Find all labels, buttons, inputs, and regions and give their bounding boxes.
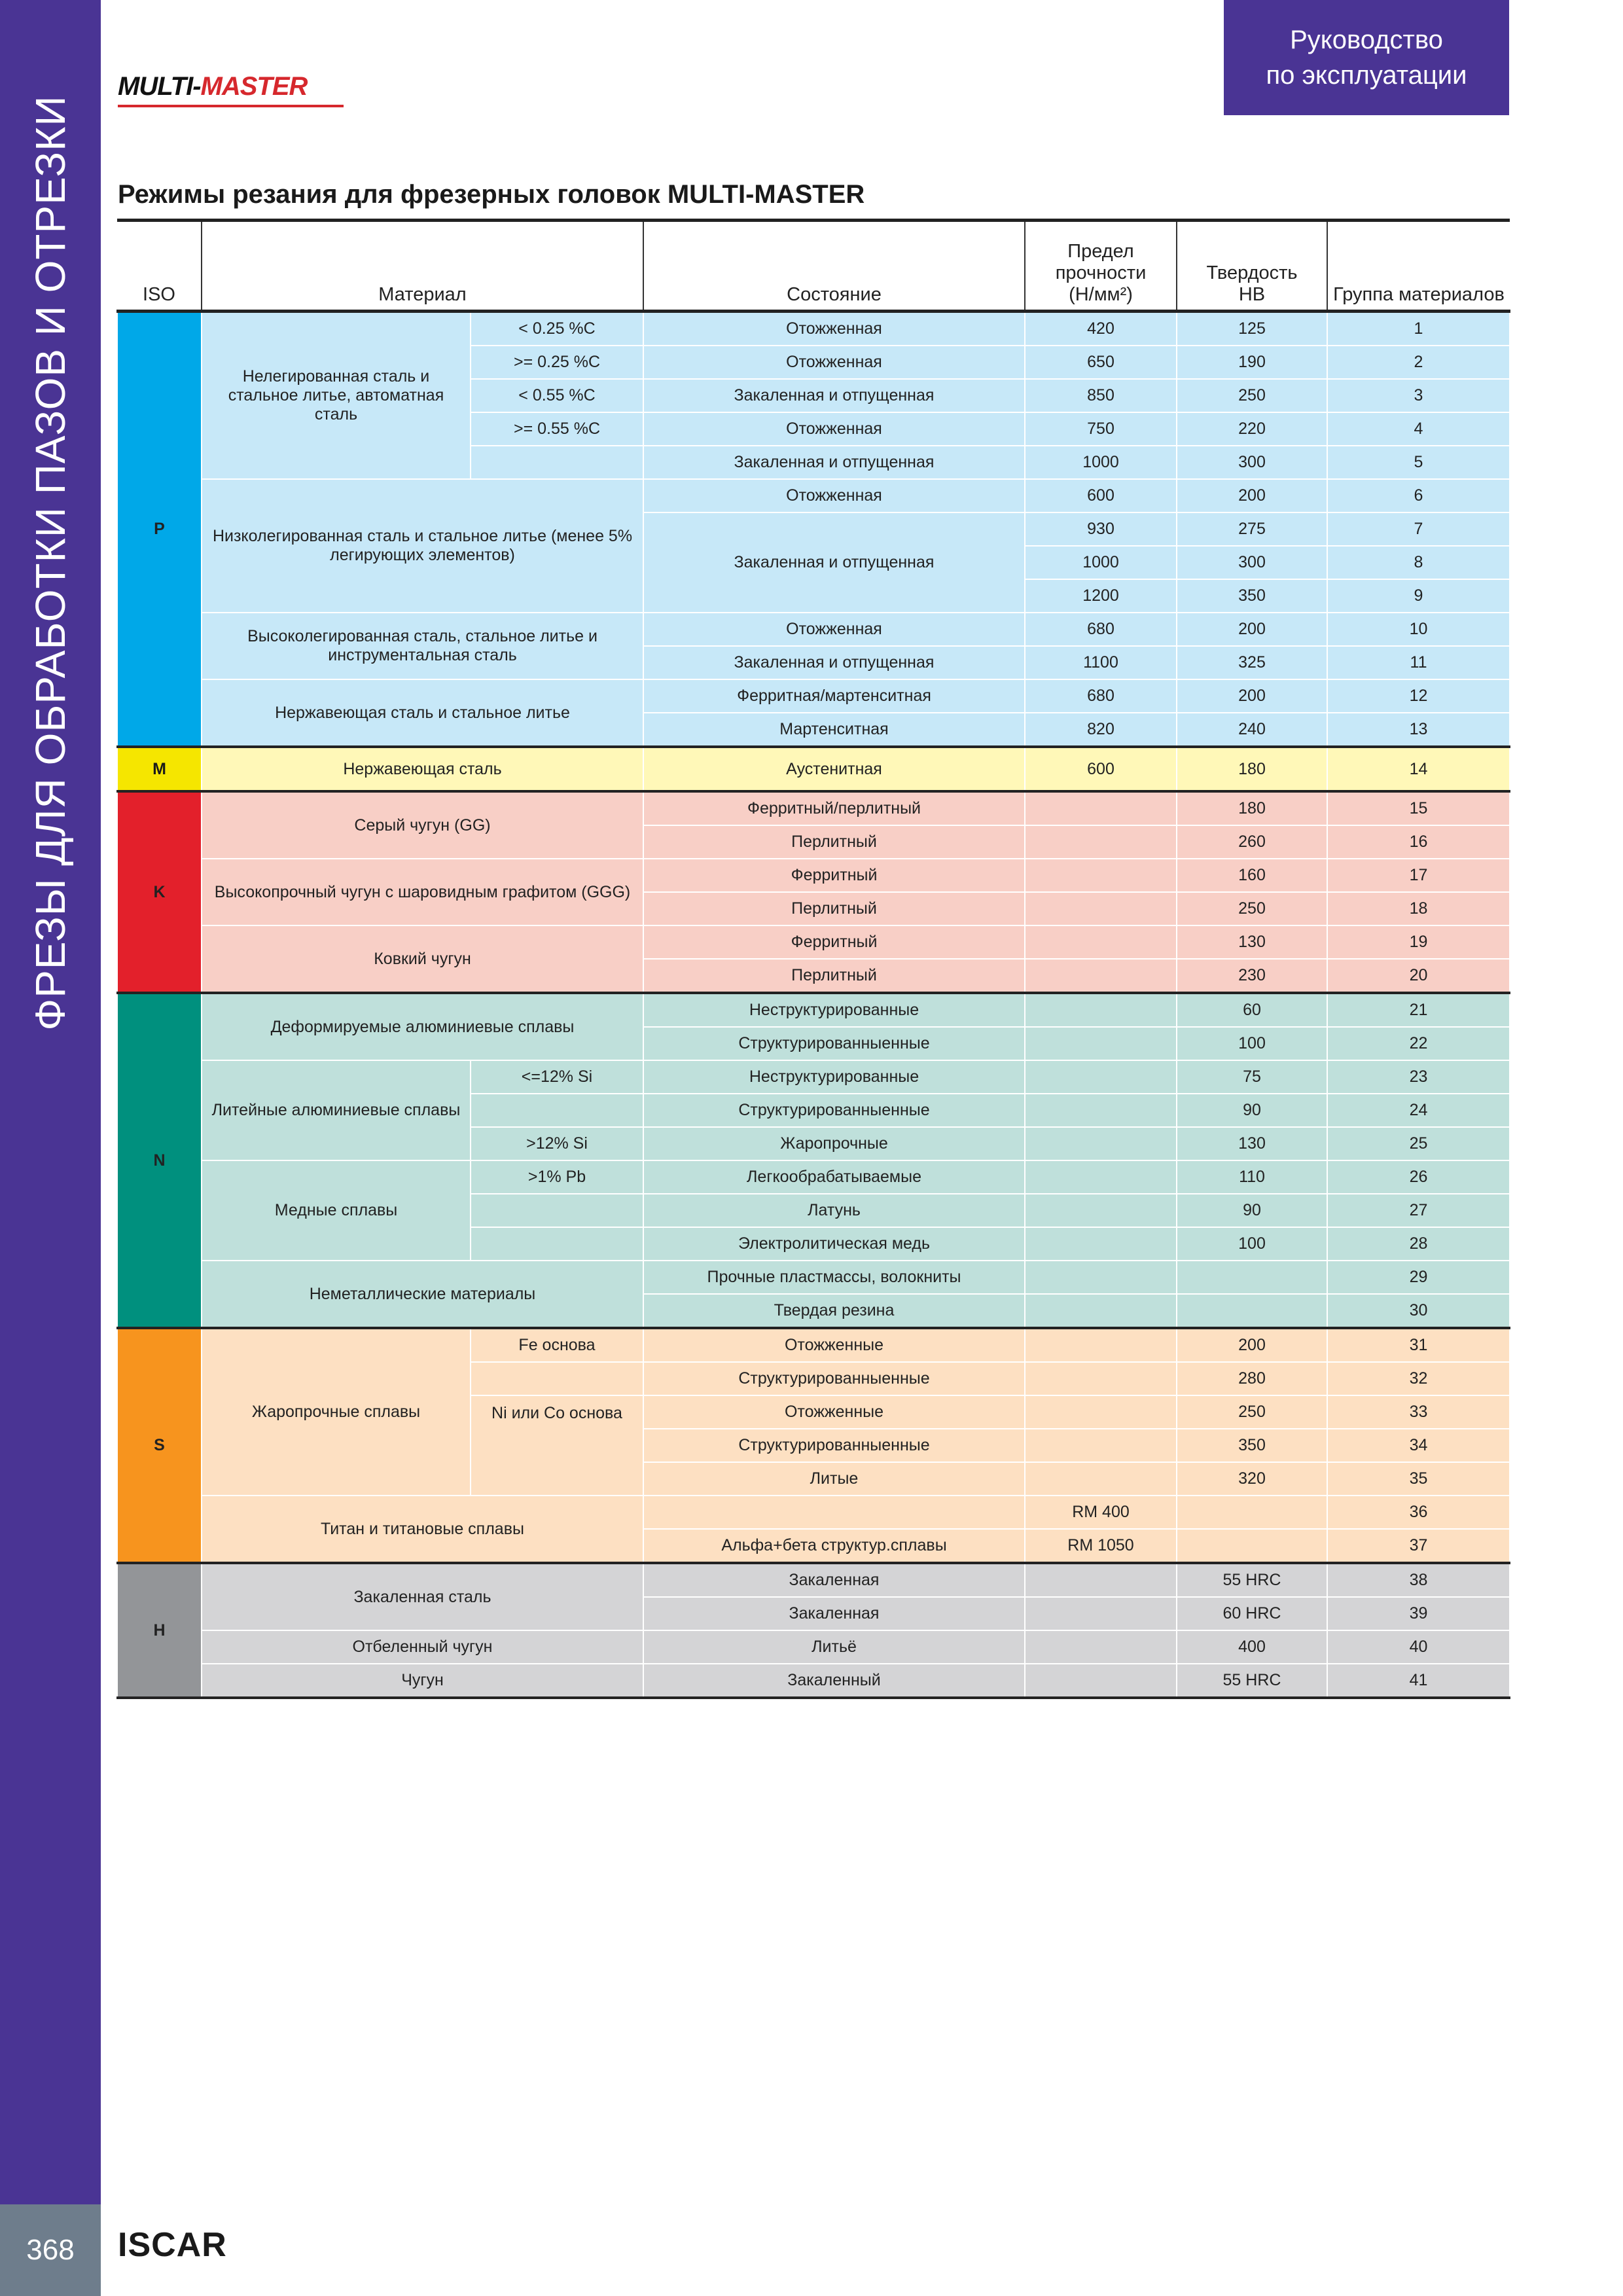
condition-cell: Структурированныенные: [643, 1362, 1025, 1395]
strength-cell: 820: [1025, 713, 1177, 747]
material-cell: Нелегированная сталь и стальное литье, автоматная сталь: [202, 312, 471, 480]
footer-brand: ISCAR: [118, 2226, 227, 2264]
hardness-cell: 180: [1177, 747, 1327, 791]
table-row: [117, 925, 1510, 959]
strength-cell: [1025, 1094, 1177, 1127]
strength-cell: [1025, 1630, 1177, 1664]
material-cell: Низколегированная сталь и стальное литье (менее 5% легирующих элементов): [202, 479, 643, 613]
strength-cell: [1025, 1127, 1177, 1160]
group-cell: 23: [1327, 1060, 1510, 1094]
hardness-cell: 275: [1177, 512, 1327, 546]
group-cell: 38: [1327, 1563, 1510, 1597]
strength-cell: 650: [1025, 346, 1177, 379]
group-cell: 36: [1327, 1496, 1510, 1529]
hardness-cell: 100: [1177, 1227, 1327, 1261]
condition-cell: Неструктурированные: [643, 993, 1025, 1027]
group-cell: 2: [1327, 346, 1510, 379]
table-row: [117, 859, 1510, 892]
material-cell: Закаленная сталь: [202, 1563, 643, 1630]
strength-cell: 420: [1025, 312, 1177, 346]
group-cell: 1: [1327, 312, 1510, 346]
hardness-cell: [1177, 1294, 1327, 1328]
table-row: [117, 1630, 1510, 1664]
condition-cell: Латунь: [643, 1194, 1025, 1227]
hardness-cell: 325: [1177, 646, 1327, 679]
strength-cell: [1025, 1597, 1177, 1630]
table-row: [117, 1060, 1510, 1094]
hardness-cell: 250: [1177, 892, 1327, 925]
condition-cell: Ферритный: [643, 925, 1025, 959]
header-material: Материал: [202, 221, 643, 312]
group-cell: 19: [1327, 925, 1510, 959]
strength-cell: [1025, 1395, 1177, 1429]
material-sub: >= 0.55 %C: [471, 412, 643, 446]
group-cell: 31: [1327, 1328, 1510, 1362]
hardness-cell: 200: [1177, 1328, 1327, 1362]
hardness-cell: 200: [1177, 479, 1327, 512]
condition-cell: Закаленная и отпущенная: [643, 379, 1025, 412]
strength-cell: [1025, 925, 1177, 959]
group-cell: 11: [1327, 646, 1510, 679]
condition-cell: Неструктурированные: [643, 1060, 1025, 1094]
group-cell: 10: [1327, 613, 1510, 646]
material-cell: Отбеленный чугун: [202, 1630, 643, 1664]
hardness-cell: 200: [1177, 679, 1327, 713]
condition-cell: Структурированныенные: [643, 1094, 1025, 1127]
group-cell: 6: [1327, 479, 1510, 512]
table-row: [117, 1664, 1510, 1698]
condition-cell: Закаленная и отпущенная: [643, 646, 1025, 679]
table-row: [117, 479, 1510, 512]
material-sub: [471, 1227, 643, 1261]
strength-cell: 850: [1025, 379, 1177, 412]
header-strength: Предел прочности (Н/мм²): [1025, 221, 1177, 312]
iso-n: N: [117, 993, 202, 1328]
table-row: [117, 1160, 1510, 1194]
material-cell: Высоколегированная сталь, стальное литье и инструментальная сталь: [202, 613, 643, 679]
table-row: [117, 1328, 1510, 1362]
condition-cell: Ферритный: [643, 859, 1025, 892]
strength-cell: [1025, 1160, 1177, 1194]
strength-cell: 1000: [1025, 446, 1177, 479]
group-cell: 27: [1327, 1194, 1510, 1227]
condition-cell: Перлитный: [643, 959, 1025, 993]
group-cell: 14: [1327, 747, 1510, 791]
strength-cell: [1025, 1429, 1177, 1462]
hardness-cell: 280: [1177, 1362, 1327, 1395]
material-sub: < 0.25 %C: [471, 312, 643, 346]
condition-cell: Закаленный: [643, 1664, 1025, 1698]
strength-cell: 680: [1025, 613, 1177, 646]
hardness-cell: 260: [1177, 825, 1327, 859]
material-cell: Чугун: [202, 1664, 643, 1698]
sidebar-title: ФРЕЗЫ ДЛЯ ОБРАБОТКИ ПАЗОВ И ОТРЕЗКИ: [27, 95, 74, 1031]
hardness-cell: 350: [1177, 579, 1327, 613]
material-sub: [471, 1094, 643, 1127]
hardness-cell: 75: [1177, 1060, 1327, 1094]
condition-cell: Отожженная: [643, 412, 1025, 446]
condition-cell: Аустенитная: [643, 747, 1025, 791]
hardness-cell: 350: [1177, 1429, 1327, 1462]
material-cell: Неметаллические материалы: [202, 1261, 643, 1328]
hardness-cell: 55 HRC: [1177, 1664, 1327, 1698]
table-row: [117, 679, 1510, 713]
strength-cell: [1025, 1027, 1177, 1060]
condition-cell: Структурированныенные: [643, 1027, 1025, 1060]
strength-cell: [1025, 825, 1177, 859]
condition-cell: Перлитный: [643, 825, 1025, 859]
strength-cell: RM 400: [1025, 1496, 1177, 1529]
material-cell: Нержавеющая сталь и стальное литье: [202, 679, 643, 747]
group-cell: 24: [1327, 1094, 1510, 1127]
cutting-modes-table: [116, 219, 1510, 1699]
group-cell: 37: [1327, 1529, 1510, 1563]
group-cell: 15: [1327, 791, 1510, 825]
group-cell: 39: [1327, 1597, 1510, 1630]
material-cell: Ковкий чугун: [202, 925, 643, 993]
group-cell: 28: [1327, 1227, 1510, 1261]
group-cell: 30: [1327, 1294, 1510, 1328]
group-cell: 40: [1327, 1630, 1510, 1664]
strength-cell: [1025, 1261, 1177, 1294]
group-cell: 17: [1327, 859, 1510, 892]
table-row: [117, 312, 1510, 346]
condition-cell: Закаленная: [643, 1597, 1025, 1630]
hardness-cell: 130: [1177, 925, 1327, 959]
strength-cell: 1000: [1025, 546, 1177, 579]
hardness-cell: 220: [1177, 412, 1327, 446]
condition-cell: Отожженная: [643, 312, 1025, 346]
header-group: Группа материалов: [1327, 221, 1510, 312]
condition-cell: [643, 1496, 1025, 1529]
group-cell: 8: [1327, 546, 1510, 579]
material-cell: Титан и титановые сплавы: [202, 1496, 643, 1563]
hardness-cell: 240: [1177, 713, 1327, 747]
condition-cell: Структурированныенные: [643, 1429, 1025, 1462]
hardness-cell: 180: [1177, 791, 1327, 825]
material-sub: >= 0.25 %C: [471, 346, 643, 379]
iso-s: S: [117, 1328, 202, 1563]
hardness-cell: 125: [1177, 312, 1327, 346]
material-cell: Медные сплавы: [202, 1160, 471, 1261]
group-cell: 18: [1327, 892, 1510, 925]
hardness-cell: 250: [1177, 1395, 1327, 1429]
group-cell: 41: [1327, 1664, 1510, 1698]
table-row: [117, 1496, 1510, 1529]
iso-h: H: [117, 1563, 202, 1698]
hardness-cell: 60 HRC: [1177, 1597, 1327, 1630]
hardness-cell: 160: [1177, 859, 1327, 892]
condition-cell: Альфа+бета структур.сплавы: [643, 1529, 1025, 1563]
group-cell: 3: [1327, 379, 1510, 412]
condition-cell: Закаленная и отпущенная: [643, 446, 1025, 479]
hardness-cell: 400: [1177, 1630, 1327, 1664]
condition-cell: Перлитный: [643, 892, 1025, 925]
hardness-cell: [1177, 1529, 1327, 1563]
group-cell: 21: [1327, 993, 1510, 1027]
sidebar: [0, 0, 101, 2296]
page-title: Режимы резания для фрезерных головок MULTI-MASTER: [118, 180, 865, 209]
hardness-cell: 90: [1177, 1194, 1327, 1227]
hardness-cell: 60: [1177, 993, 1327, 1027]
strength-cell: [1025, 1060, 1177, 1094]
condition-cell: Твердая резина: [643, 1294, 1025, 1328]
hardness-cell: 300: [1177, 546, 1327, 579]
group-cell: 33: [1327, 1395, 1510, 1429]
group-cell: 12: [1327, 679, 1510, 713]
condition-cell: Закаленная: [643, 1563, 1025, 1597]
group-cell: 4: [1327, 412, 1510, 446]
hardness-cell: 200: [1177, 613, 1327, 646]
material-cell: Нержавеющая сталь: [202, 747, 643, 791]
condition-cell: Закаленная и отпущенная: [643, 512, 1025, 613]
material-cell: Жаропрочные сплавы: [202, 1328, 471, 1496]
hardness-cell: 250: [1177, 379, 1327, 412]
table-header-row: [117, 221, 1510, 312]
strength-cell: 1100: [1025, 646, 1177, 679]
group-cell: 9: [1327, 579, 1510, 613]
condition-cell: Мартенситная: [643, 713, 1025, 747]
hardness-cell: 320: [1177, 1462, 1327, 1496]
table-row: [117, 1261, 1510, 1294]
table-row: [117, 747, 1510, 791]
iso-p: P: [117, 312, 202, 747]
condition-cell: Ферритная/мартенситная: [643, 679, 1025, 713]
table-row: [117, 993, 1510, 1027]
group-cell: 22: [1327, 1027, 1510, 1060]
material-cell: Литейные алюминиевые сплавы: [202, 1060, 471, 1160]
condition-cell: Прочные пластмассы, волокниты: [643, 1261, 1025, 1294]
hardness-cell: [1177, 1261, 1327, 1294]
material-sub: Ni или Co основа: [471, 1395, 643, 1496]
group-cell: 26: [1327, 1160, 1510, 1194]
material-cell: Серый чугун (GG): [202, 791, 643, 859]
condition-cell: Жаропрочные: [643, 1127, 1025, 1160]
condition-cell: Литые: [643, 1462, 1025, 1496]
group-cell: 5: [1327, 446, 1510, 479]
condition-cell: Ферритный/перлитный: [643, 791, 1025, 825]
iso-k: K: [117, 791, 202, 993]
header-iso: ISO: [117, 221, 202, 312]
condition-cell: Электролитическая медь: [643, 1227, 1025, 1261]
condition-cell: Литьё: [643, 1630, 1025, 1664]
group-cell: 20: [1327, 959, 1510, 993]
table-row: [117, 791, 1510, 825]
group-cell: 13: [1327, 713, 1510, 747]
strength-cell: 930: [1025, 512, 1177, 546]
hardness-cell: 55 HRC: [1177, 1563, 1327, 1597]
strength-cell: 600: [1025, 747, 1177, 791]
strength-cell: 750: [1025, 412, 1177, 446]
material-sub: [471, 446, 643, 479]
material-sub: [471, 1194, 643, 1227]
hardness-cell: 90: [1177, 1094, 1327, 1127]
hardness-cell: 190: [1177, 346, 1327, 379]
hardness-cell: [1177, 1496, 1327, 1529]
strength-cell: [1025, 1328, 1177, 1362]
strength-cell: [1025, 1563, 1177, 1597]
material-sub: Fe основа: [471, 1328, 643, 1362]
group-cell: 32: [1327, 1362, 1510, 1395]
strength-cell: [1025, 859, 1177, 892]
header-hardness: Твердость НВ: [1177, 221, 1327, 312]
iso-m: M: [117, 747, 202, 791]
hardness-cell: 110: [1177, 1160, 1327, 1194]
condition-cell: Отожженная: [643, 613, 1025, 646]
material-cell: Деформируемые алюминиевые сплавы: [202, 993, 643, 1060]
strength-cell: [1025, 791, 1177, 825]
strength-cell: [1025, 1664, 1177, 1698]
multi-master-logo: MULTI-MASTER: [118, 72, 308, 101]
group-cell: 29: [1327, 1261, 1510, 1294]
condition-cell: Легкообрабатываемые: [643, 1160, 1025, 1194]
strength-cell: [1025, 1227, 1177, 1261]
table-row: [117, 1563, 1510, 1597]
condition-cell: Отожженная: [643, 346, 1025, 379]
group-cell: 34: [1327, 1429, 1510, 1462]
strength-cell: 600: [1025, 479, 1177, 512]
strength-cell: [1025, 892, 1177, 925]
hardness-cell: 130: [1177, 1127, 1327, 1160]
section-badge: Руководство по эксплуатации: [1224, 0, 1509, 115]
strength-cell: [1025, 1194, 1177, 1227]
material-sub: >1% Pb: [471, 1160, 643, 1194]
condition-cell: Отожженные: [643, 1328, 1025, 1362]
strength-cell: [1025, 1462, 1177, 1496]
page-number: 368: [0, 2204, 101, 2296]
strength-cell: [1025, 993, 1177, 1027]
group-cell: 35: [1327, 1462, 1510, 1496]
hardness-cell: 230: [1177, 959, 1327, 993]
hardness-cell: 300: [1177, 446, 1327, 479]
material-sub: >12% Si: [471, 1127, 643, 1160]
logo-underline: [118, 105, 344, 107]
hardness-cell: 100: [1177, 1027, 1327, 1060]
material-cell: Высокопрочный чугун с шаровидным графитом (GGG): [202, 859, 643, 925]
header-condition: Состояние: [643, 221, 1025, 312]
strength-cell: [1025, 959, 1177, 993]
condition-cell: Отожженная: [643, 479, 1025, 512]
strength-cell: 680: [1025, 679, 1177, 713]
table-row: [117, 613, 1510, 646]
material-sub: <=12% Si: [471, 1060, 643, 1094]
condition-cell: Отожженные: [643, 1395, 1025, 1429]
group-cell: 25: [1327, 1127, 1510, 1160]
strength-cell: 1200: [1025, 579, 1177, 613]
strength-cell: [1025, 1362, 1177, 1395]
material-sub: < 0.55 %C: [471, 379, 643, 412]
strength-cell: [1025, 1294, 1177, 1328]
group-cell: 7: [1327, 512, 1510, 546]
group-cell: 16: [1327, 825, 1510, 859]
material-sub: [471, 1362, 643, 1395]
strength-cell: RM 1050: [1025, 1529, 1177, 1563]
